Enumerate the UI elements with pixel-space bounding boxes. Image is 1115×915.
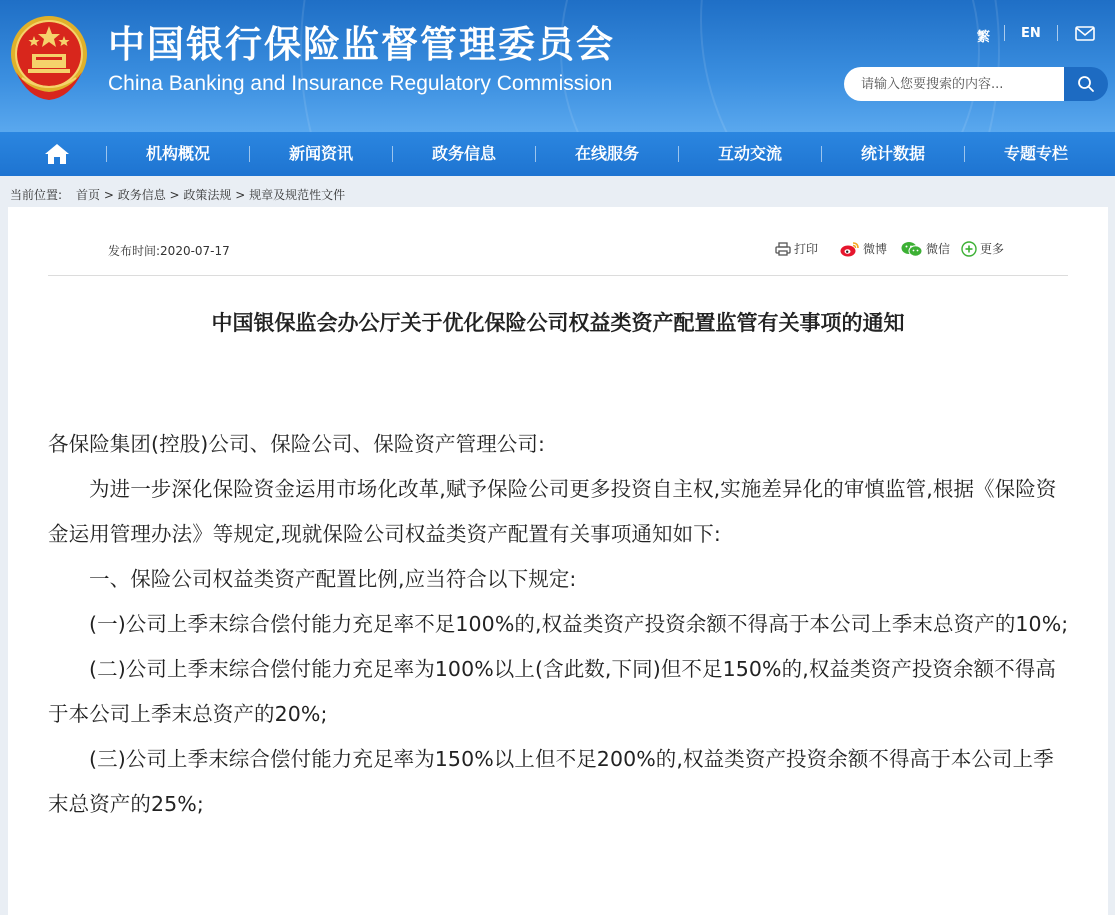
article-paragraph: (二)公司上季末综合偿付能力充足率为100%以上(含此数,下同)但不足150%的,权益类资产投资余额不得高于本公司上季末总资产的20%; [48, 657, 1057, 726]
printer-icon [775, 242, 791, 256]
nav-item-about[interactable]: 机构概况 [145, 144, 210, 163]
nav-item-government-info[interactable]: 政务信息 [431, 144, 496, 163]
site-title-cn[interactable]: 中国银行保险监督管理委员会 [108, 22, 615, 66]
article-paragraph: (三)公司上季末综合偿付能力充足率为150%以上但不足200%的,权益类资产投资余额不得高于本公司上季末总资产的25%; [48, 747, 1054, 816]
print-label: 打印 [794, 242, 819, 256]
search-button[interactable] [1064, 67, 1108, 101]
nav-item-news[interactable]: 新闻资讯 [288, 144, 353, 163]
breadcrumb-path[interactable]: 首页 > 政务信息 > 政策法规 > 规章及规范性文件 [76, 188, 346, 202]
main-nav [0, 132, 1115, 176]
wechat-icon [901, 241, 923, 257]
lang-divider [1057, 25, 1058, 41]
weibo-label: 微博 [863, 242, 888, 256]
mail-icon[interactable] [1075, 26, 1095, 41]
publish-time: 发布时间:2020-07-17 [108, 244, 230, 258]
breadcrumb-label: 当前位置: [10, 188, 63, 202]
share-more-button[interactable] [961, 240, 1004, 257]
lang-english-link[interactable]: EN [1021, 26, 1041, 41]
nav-item-interaction[interactable]: 互动交流 [717, 144, 782, 163]
plus-circle-icon [961, 241, 977, 257]
national-emblem-icon[interactable] [8, 12, 90, 102]
share-weibo-button[interactable] [840, 240, 887, 257]
meta-divider [48, 275, 1068, 276]
more-label: 更多 [980, 242, 1005, 256]
search-icon [1077, 75, 1095, 93]
search-input[interactable] [844, 67, 1064, 101]
weibo-icon [840, 241, 860, 257]
print-button[interactable] [775, 240, 818, 257]
lang-divider [1004, 25, 1005, 41]
breadcrumb [10, 186, 345, 203]
nav-item-statistics[interactable]: 统计数据 [860, 144, 925, 163]
article-paragraph: 各保险集团(控股)公司、保险公司、保险资产管理公司: [48, 432, 546, 456]
nav-item-special-topics[interactable]: 专题专栏 [1003, 144, 1068, 163]
wechat-label: 微信 [926, 242, 951, 256]
article-title: 中国银保监会办公厅关于优化保险公司权益类资产配置监管有关事项的通知 [211, 311, 905, 335]
article-paragraph: 一、保险公司权益类资产配置比例,应当符合以下规定: [89, 567, 577, 591]
site-title-en[interactable]: China Banking and Insurance Regulatory Commission [108, 72, 613, 95]
home-icon[interactable] [44, 142, 70, 166]
article-panel [8, 207, 1108, 915]
article-body [48, 422, 1070, 827]
nav-item-online-services[interactable]: 在线服务 [574, 144, 639, 163]
share-wechat-button[interactable] [901, 240, 950, 257]
article-paragraph: 为进一步深化保险资金运用市场化改革,赋予保险公司更多投资自主权,实施差异化的审慎监管,根据《保险资金运用管理办法》等规定,现就保险公司权益类资产配置有关事项通知如下: [48, 477, 1057, 546]
lang-traditional-link[interactable]: 繁 [977, 30, 991, 45]
article-paragraph: (一)公司上季末综合偿付能力充足率不足100%的,权益类资产投资余额不得高于本公司上季末总资产的10%; [89, 612, 1069, 636]
site-header [0, 0, 1115, 132]
